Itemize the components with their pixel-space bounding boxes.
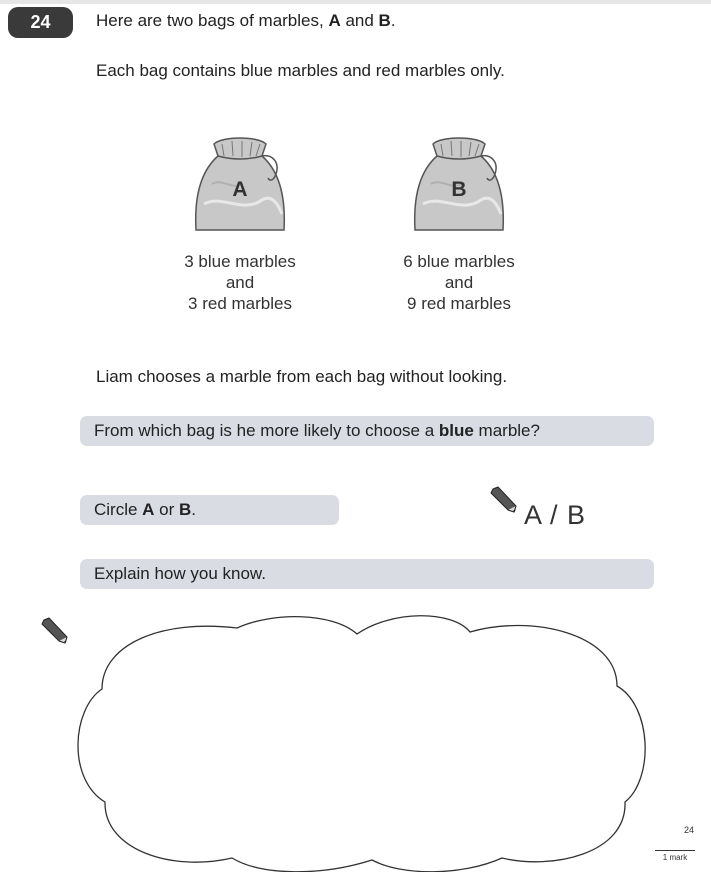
scenario-text: Liam chooses a marble from each bag without looking.: [96, 367, 508, 386]
intro-line-1: Here are two bags of marbles, A and B.: [96, 11, 396, 30]
mark-value: 1 mark: [662, 853, 688, 862]
bag-a-illustration: [192, 134, 288, 234]
pencil-icon: [41, 617, 69, 645]
bag-b-illustration: [411, 134, 507, 234]
answer-cloud[interactable]: [72, 614, 652, 872]
bag-b-line-3: 9 red marbles: [407, 294, 511, 313]
prompt-explain: Explain how you know.: [80, 559, 654, 589]
prompt-which-bag: From which bag is he more likely to choose a blue marble?: [80, 416, 654, 446]
prompt-circle: Circle A or B.: [80, 495, 339, 525]
bag-b-contents: [374, 251, 544, 314]
bag-a-label: A: [232, 178, 248, 201]
mark-question-ref: 24: [683, 825, 694, 835]
mark-line: [655, 850, 695, 851]
intro-line-2: Each bag contains blue marbles and red marbles only.: [96, 61, 505, 80]
bag-a-line-2: and: [225, 273, 255, 292]
top-rule: [0, 0, 711, 4]
bag-b-label: B: [451, 178, 467, 201]
bag-b-line-2: and: [444, 273, 474, 292]
bag-a-line-3: 3 red marbles: [188, 294, 292, 313]
bag-a-line-1: 3 blue marbles: [184, 252, 296, 271]
answer-choice-a-or-b[interactable]: A / B: [524, 500, 587, 530]
bag-a-contents: [155, 251, 325, 314]
pencil-icon: [490, 486, 518, 514]
bag-b-line-1: 6 blue marbles: [403, 252, 515, 271]
question-number: 24: [8, 7, 73, 38]
